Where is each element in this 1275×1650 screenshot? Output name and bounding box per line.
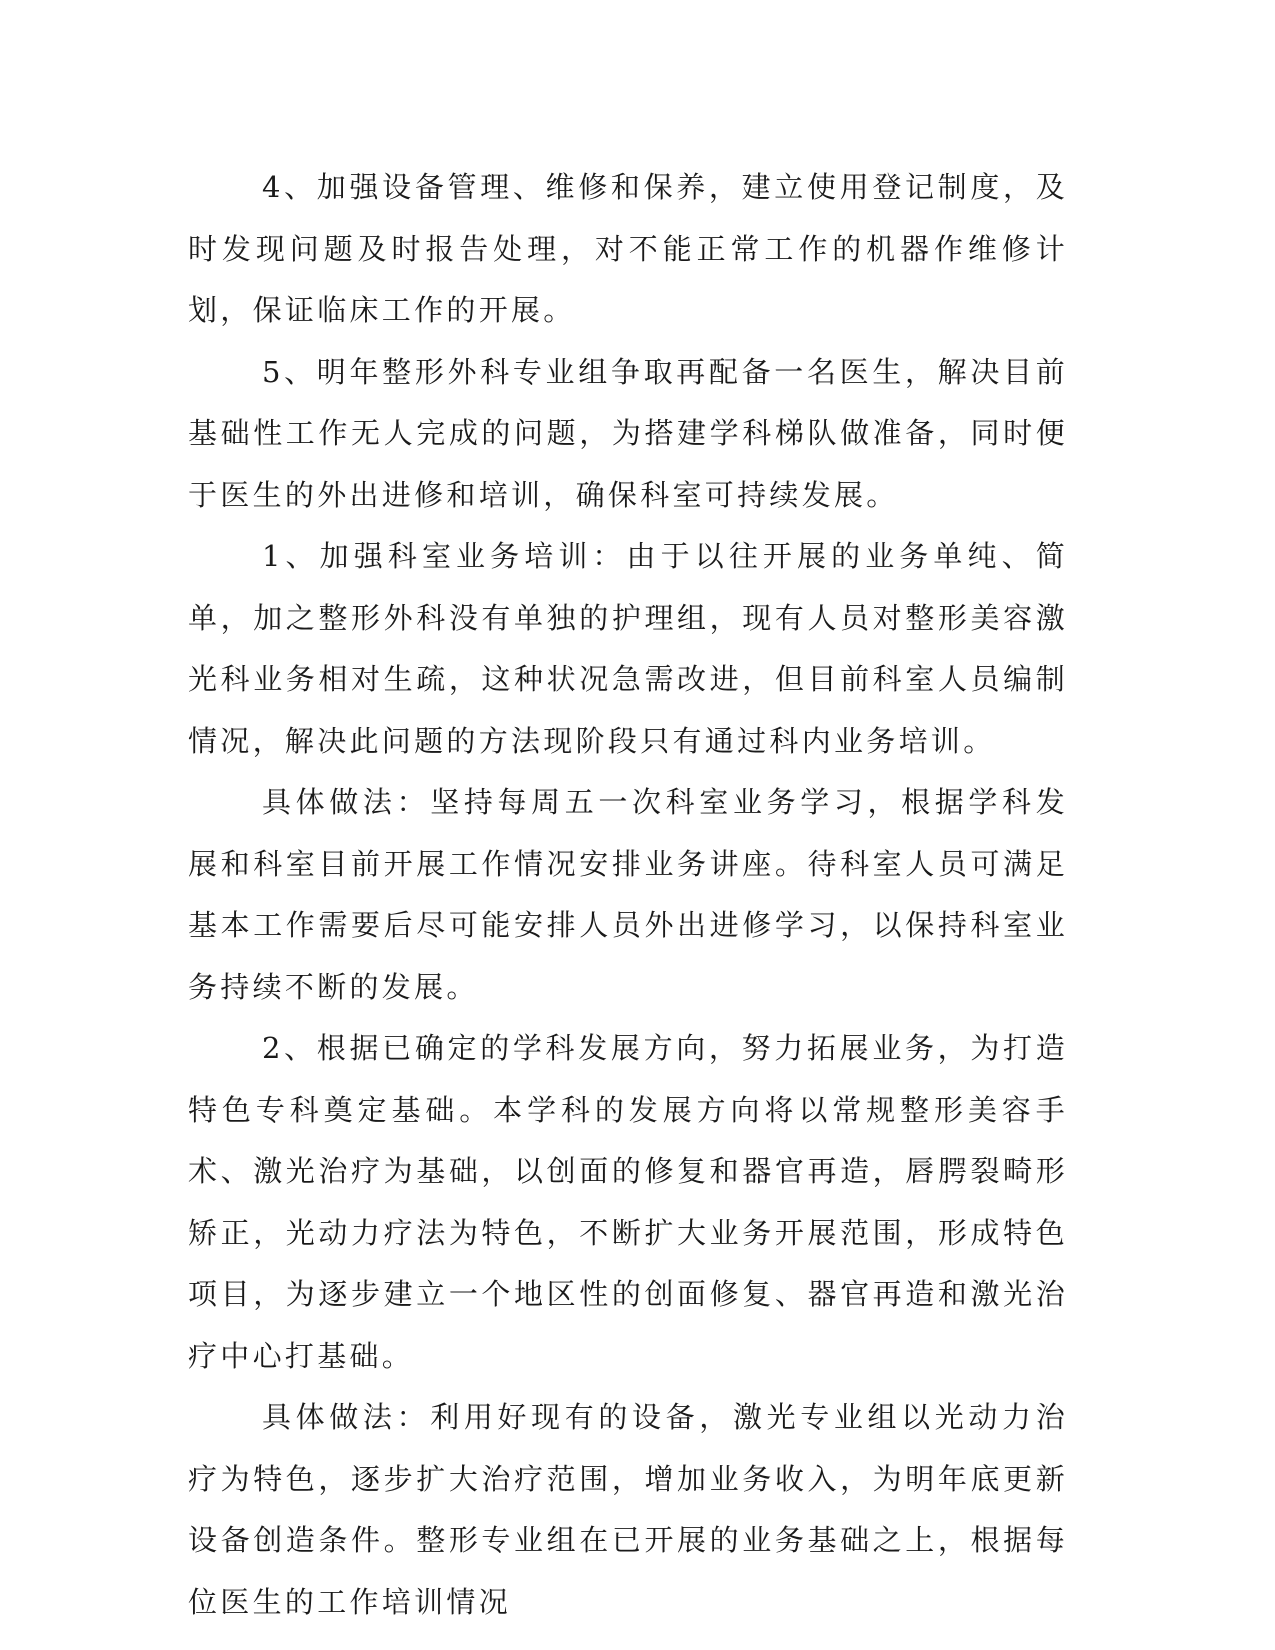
paragraph-equipment-management: 4、加强设备管理、维修和保养，建立使用登记制度，及时发现问题及时报告处理，对不能正常工作的机器作维修计划，保证临床工作的开展。 bbox=[188, 170, 1068, 327]
paragraph-training-method: 具体做法：坚持每周五一次科室业务学习，根据学科发展和科室目前开展工作情况安排业务讲座。待科室人员可满足基本工作需要后尽可能安排人员外出进修学习，以保持科室业务持续不断的发展。 bbox=[188, 785, 1068, 1004]
paragraph-training: 1、加强科室业务培训：由于以往开展的业务单纯、简单，加之整形外科没有单独的护理组，现有人员对整形美容激光科业务相对生疏，这种状况急需改进，但目前科室人员编制情况，解决此问题的方法现阶段只有通过科内业务培训。 bbox=[188, 539, 1068, 758]
document-body bbox=[188, 157, 1068, 1633]
paragraph-development-direction: 2、根据已确定的学科发展方向，努力拓展业务，为打造特色专科奠定基础。本学科的发展方向将以常规整形美容手术、激光治疗为基础，以创面的修复和器官再造，唇腭裂畸形矫正，光动力疗法为特色，不断扩大业务开展范围，形成特色项目，为逐步建立一个地区性的创面修复、器官再造和激光治疗中心打基础。 bbox=[188, 1031, 1068, 1373]
paragraph-staffing-plan: 5、明年整形外科专业组争取再配备一名医生，解决目前基础性工作无人完成的问题，为搭建学科梯队做准备，同时便于医生的外出进修和培训，确保科室可持续发展。 bbox=[188, 354, 1068, 512]
paragraph-development-method: 具体做法：利用好现有的设备，激光专业组以光动力治疗为特色，逐步扩大治疗范围，增加业务收入，为明年底更新设备创造条件。整形专业组在已开展的业务基础之上，根据每位医生的工作培训情况 bbox=[188, 1400, 1068, 1619]
